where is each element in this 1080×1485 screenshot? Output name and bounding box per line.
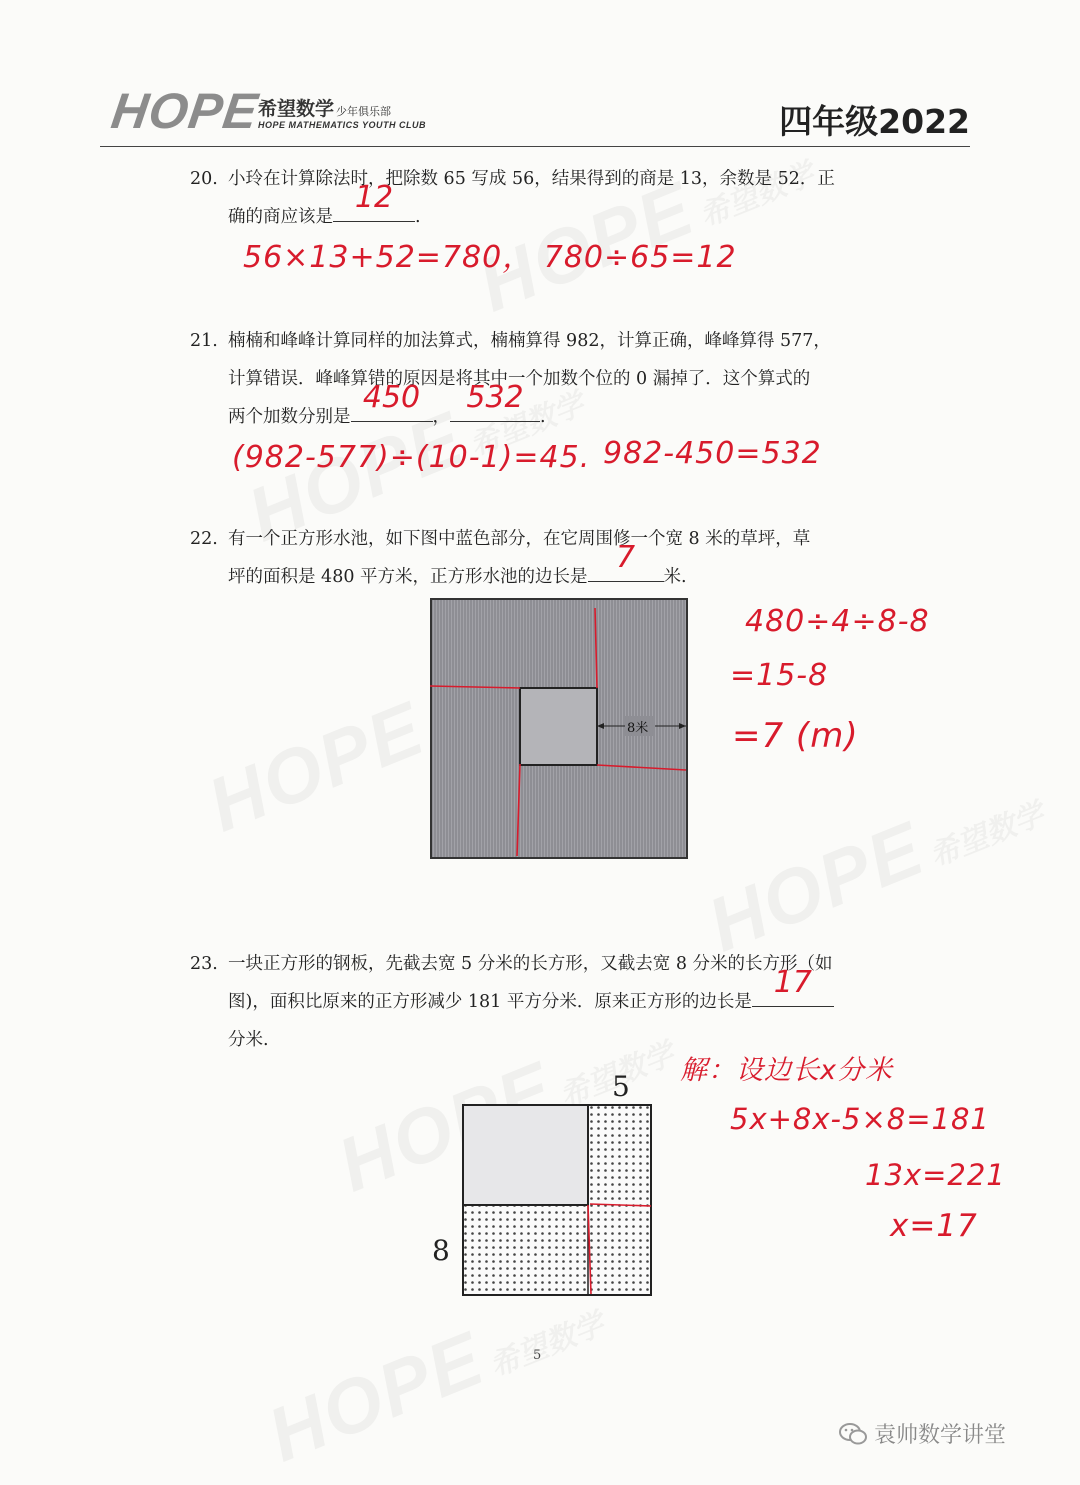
question-text: 楠楠和峰峰计算同样的加法算式，楠楠算得 982，计算正确，峰峰算得 577， bbox=[228, 331, 831, 351]
question-number: 20. bbox=[190, 169, 218, 189]
handwritten-work: =7 (m) bbox=[732, 716, 859, 756]
watermark bbox=[256, 1268, 613, 1480]
question-number: 22. bbox=[190, 529, 218, 549]
header-divider bbox=[100, 146, 970, 147]
remaining-rectangle bbox=[463, 1105, 588, 1205]
watermark bbox=[696, 758, 1053, 970]
pool-figure bbox=[430, 598, 690, 860]
dimension-label: 8米 bbox=[627, 721, 649, 736]
question-text: 有一个正方形水池，如下图中蓝色部分，在它周围修一个宽 8 米的草坪，草 bbox=[228, 529, 811, 549]
question-21 bbox=[190, 322, 950, 442]
wechat-account-name: 袁帅数学讲堂 bbox=[874, 1423, 1007, 1448]
handwritten-answer: 532 bbox=[466, 380, 524, 415]
pool-square bbox=[520, 688, 597, 765]
handwritten-work: 5x+8x-5×8=181 bbox=[730, 1102, 990, 1136]
handwritten-answer: 17 bbox=[773, 965, 812, 1000]
wechat-icon bbox=[838, 1421, 868, 1447]
handwritten-work: x=17 bbox=[890, 1208, 978, 1244]
page-number: 5 bbox=[533, 1348, 542, 1363]
question-text: 两个加数分别是 450 ， 532 . bbox=[228, 380, 546, 427]
page-header bbox=[100, 78, 980, 148]
question-number: 23. bbox=[190, 954, 218, 974]
handwritten-work: 982-450=532 bbox=[603, 436, 822, 471]
logo-title: 希望数学 少年俱乐部 bbox=[258, 98, 392, 120]
question-text: 确的商应该是 12 . bbox=[228, 180, 421, 227]
answer-blank bbox=[333, 180, 415, 222]
steel-plate-figure bbox=[462, 1104, 654, 1296]
answer-blank bbox=[588, 540, 664, 582]
hope-logo: HOPE bbox=[108, 83, 262, 139]
width-label-left: 8 bbox=[432, 1234, 450, 1267]
question-text: 一块正方形的钢板，先截去宽 5 分米的长方形，又截去宽 8 分米的长方形（如 bbox=[228, 954, 833, 974]
logo-subtitle: HOPE MATHEMATICS YOUTH CLUB bbox=[258, 120, 426, 130]
answer-blank bbox=[351, 380, 433, 422]
handwritten-answer: 450 bbox=[362, 380, 421, 415]
handwritten-answer: 7 bbox=[615, 540, 636, 575]
width-label-top: 5 bbox=[612, 1070, 630, 1103]
question-22 bbox=[190, 520, 950, 600]
handwritten-work: 13x=221 bbox=[865, 1158, 1006, 1192]
handwritten-work: 56×13+52=780， 780÷65=12 bbox=[243, 240, 737, 275]
wechat-watermark bbox=[838, 1418, 1006, 1449]
handwritten-work: 解：设边长x分米 bbox=[680, 1055, 893, 1086]
grade-title: 四年级2022 bbox=[779, 102, 970, 141]
question-23 bbox=[190, 945, 950, 1065]
question-number: 21. bbox=[190, 331, 218, 351]
question-text: 小玲在计算除法时，把除数 65 写成 56，结果得到的商是 13，余数是 52．正 bbox=[228, 169, 835, 189]
handwritten-answer: 12 bbox=[354, 180, 394, 215]
question-text: 坪的面积是 480 平方米，正方形水池的边长是 7 米. bbox=[228, 540, 687, 587]
question-text: 图)，面积比原来的正方形减少 181 平方分米．原来正方形的边长是 17 bbox=[228, 983, 834, 1021]
handwritten-work: =15-8 bbox=[730, 658, 829, 693]
answer-blank bbox=[752, 965, 834, 1007]
question-text: 计算错误．峰峰算错的原因是将其中一个加数个位的 0 漏掉了．这个算式的 bbox=[228, 369, 811, 389]
handwritten-work: (982-577)÷(10-1)=45. bbox=[232, 440, 591, 475]
answer-blank bbox=[450, 380, 540, 422]
handwritten-work: 480÷4÷8-8 bbox=[745, 604, 930, 639]
question-text: 分米. bbox=[228, 1030, 269, 1050]
